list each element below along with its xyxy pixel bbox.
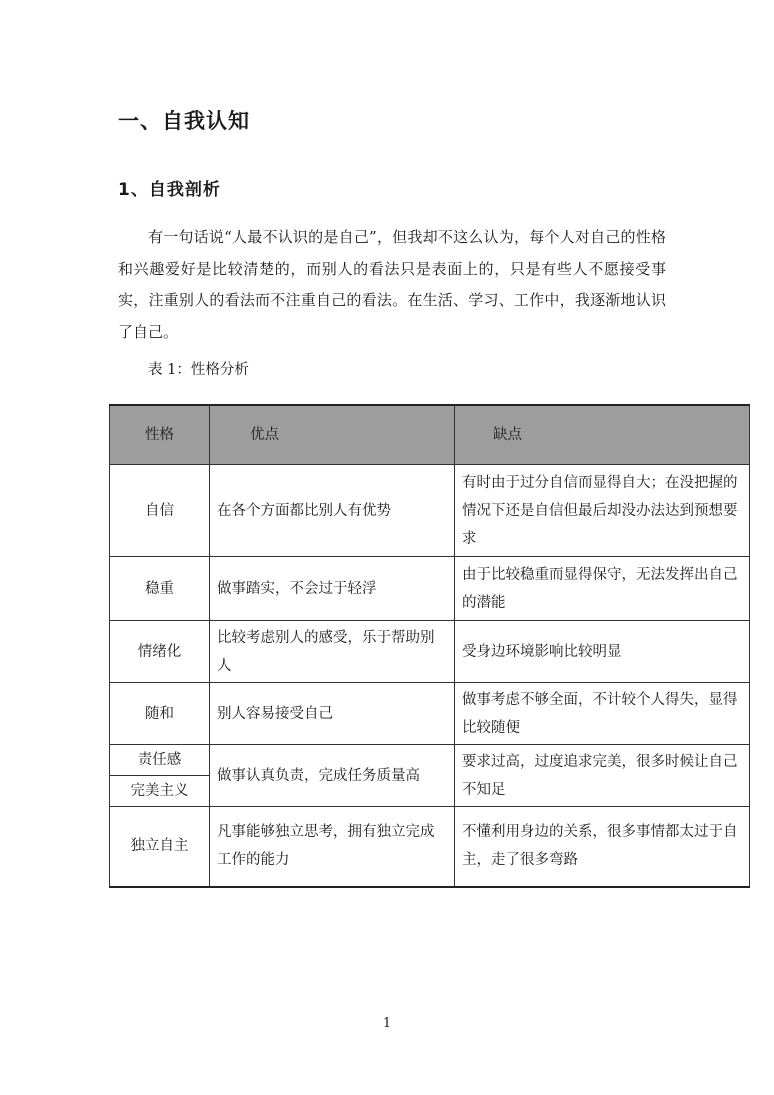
table-caption: 表 1：性格分析 — [148, 362, 249, 378]
table-row — [110, 621, 750, 683]
header-trait: 性格 — [110, 405, 210, 465]
trait-cell: 情绪化 — [110, 621, 210, 683]
table-row — [110, 745, 750, 776]
con-cell: 受身边环境影响比较明显 — [455, 621, 750, 683]
trait-cell: 完美主义 — [110, 776, 210, 807]
pro-cell: 做事踏实，不会过于轻浮 — [210, 557, 455, 621]
trait-cell: 随和 — [110, 683, 210, 745]
pro-cell: 凡事能够独立思考，拥有独立完成工作的能力 — [210, 807, 455, 887]
trait-cell: 责任感 — [110, 745, 210, 776]
pro-cell: 别人容易接受自己 — [210, 683, 455, 745]
con-cell: 不懂利用身边的关系，很多事情都太过于自主，走了很多弯路 — [455, 807, 750, 887]
trait-cell: 自信 — [110, 465, 210, 557]
personality-table — [109, 404, 750, 888]
table-row — [110, 683, 750, 745]
body-paragraph: 有一句话说“人最不认识的是自己”，但我却不这么认为，每个人对自己的性格和兴趣爱好是比较清楚的，而别人的看法只是表面上的，只是有些人不愿接受事实，注重别人的看法而不注重自己的看法。在生活、学习、工作中，我逐渐地认识了自己。 — [118, 228, 666, 341]
con-cell: 有时由于过分自信而显得自大；在没把握的情况下还是自信但最后却没办法达到预想要求 — [455, 465, 750, 557]
con-cell: 做事考虑不够全面，不计较个人得失，显得比较随便 — [455, 683, 750, 745]
table-row — [110, 807, 750, 887]
con-cell: 由于比较稳重而显得保守，无法发挥出自己的潜能 — [455, 557, 750, 621]
header-pro: 优点 — [210, 405, 455, 465]
con-cell: 要求过高，过度追求完美，很多时候让自己不知足 — [455, 745, 750, 807]
table-header-row — [110, 405, 750, 465]
section-heading: 一、自我认知 — [118, 109, 250, 133]
header-con: 缺点 — [455, 405, 750, 465]
subsection-heading: 1、自我剖析 — [118, 180, 221, 200]
table-row — [110, 557, 750, 621]
pro-cell: 在各个方面都比别人有优势 — [210, 465, 455, 557]
page-number: 1 — [382, 1016, 392, 1031]
trait-cell: 稳重 — [110, 557, 210, 621]
pro-cell: 比较考虑别人的感受，乐于帮助别人 — [210, 621, 455, 683]
trait-cell: 独立自主 — [110, 807, 210, 887]
pro-cell: 做事认真负责，完成任务质量高 — [210, 745, 455, 807]
table-row — [110, 465, 750, 557]
